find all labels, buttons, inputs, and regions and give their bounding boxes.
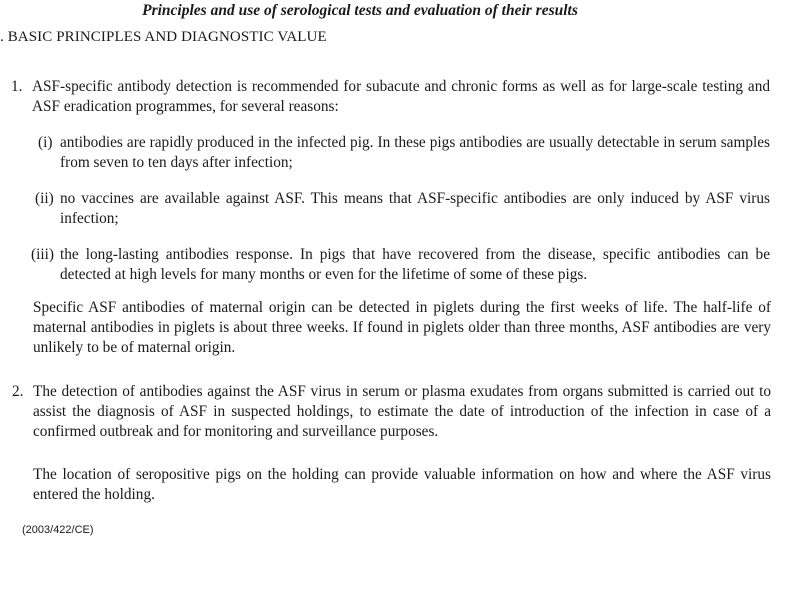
item-number: 1. [11,78,23,95]
sub-item-i [38,133,771,173]
item-text: ASF-specific antibody detection is recommended for subacute and chronic forms as well as for large-scale testing and ASF eradication programmes, for several reasons: [32,78,770,115]
sub-item-number: (ii) [35,190,54,207]
sub-item-number: (i) [38,134,53,151]
paragraph-seropositive-location: The location of seropositive pigs on the holding can provide valuable information on how and where the ASF virus entered the holding. [33,466,771,503]
item-number: 2. [12,383,24,400]
numbered-item-2 [12,382,771,442]
numbered-item-1 [11,77,771,117]
document-title: Principles and use of serological tests and evaluation of their results [142,2,578,19]
paragraph-maternal-antibodies: Specific ASF antibodies of maternal origin can be detected in piglets during the first weeks of life. The half-life of maternal antibodies in piglets is about three weeks. If found in piglets older than three months, ASF antibodies are very unlikely to be of maternal origin. [33,299,771,356]
sub-item-number: (iii) [31,246,54,263]
footer-reference: (2003/422/CE) [22,524,94,536]
sub-item-iii [31,245,771,285]
item-text: The detection of antibodies against the ASF virus in serum or plasma exudates from organs submitted is carried out to assist the diagnosis of ASF in suspected holdings, to estimate the date of introduction of the infection in case of a confirmed outbreak and for monitoring and surveillance purposes. [33,383,771,440]
sub-item-text: antibodies are rapidly produced in the infected pig. In these pigs antibodies are usually detectable in serum samples from seven to ten days after infection; [60,134,770,171]
sub-item-text: no vaccines are available against ASF. This means that ASF-specific antibodies are only induced by ASF virus infection; [60,190,770,227]
sub-item-text: the long-lasting antibodies response. In pigs that have recovered from the disease, specific antibodies can be detected at high levels for many months or even for the lifetime of some of these pigs. [60,246,770,283]
section-heading: . BASIC PRINCIPLES AND DIAGNOSTIC VALUE [0,29,327,45]
sub-item-ii [35,189,771,229]
